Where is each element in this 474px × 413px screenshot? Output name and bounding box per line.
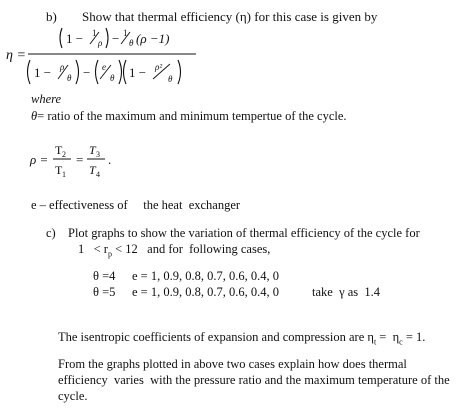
formula-num-a: 1 − — [66, 31, 84, 46]
isentropic-statement — [58, 330, 425, 347]
formula-num-mid: − — [112, 31, 120, 46]
isentropic-sub-c: c — [399, 337, 403, 347]
case2-theta: θ =5 — [93, 285, 116, 299]
efficiency-formula — [0, 24, 240, 90]
gamma-note: take γ as 1.4 — [312, 285, 381, 299]
rho-lhs: ρ = — [30, 152, 49, 167]
isentropic-sub-t: t — [373, 337, 377, 347]
rho-t3: T — [89, 143, 96, 157]
rho-dot: . — [108, 152, 112, 167]
rho-t3-sub: 3 — [96, 150, 100, 159]
rho-t2: T — [55, 143, 63, 157]
theta-definition — [31, 109, 347, 124]
rho-eq: = — [76, 152, 84, 167]
part-c-line2 — [78, 242, 270, 259]
formula-den-b-top: e — [102, 62, 106, 72]
formula-den-b-bottom: θ — [110, 73, 115, 83]
isentropic-end: = 1. — [402, 330, 426, 344]
formula-num-b-top: 1 — [123, 28, 128, 38]
rho-formula — [26, 140, 146, 182]
where-label: where — [31, 92, 62, 106]
formula-lhs: η = — [6, 48, 26, 63]
formula-den-frac-bottom: θ — [67, 73, 72, 83]
part-c-label: c) — [46, 226, 56, 240]
case1-theta: θ =4 — [93, 269, 116, 283]
formula-den-a: 1 − — [34, 65, 52, 80]
part-c-line2-start: 1 < r — [78, 242, 108, 256]
part-b-prompt: Show that thermal efficiency (η) for this case is given by — [82, 9, 378, 24]
final-paragraph-line2: efficiency varies with the pressure ratio and the maximum temperature of the — [58, 373, 450, 387]
final-paragraph-line3: cycle. — [58, 389, 88, 403]
case2-e-values: e = 1, 0.9, 0.8, 0.7, 0.6, 0.4, 0 — [132, 285, 279, 299]
part-c-line2-sub: p — [107, 249, 112, 259]
part-c-line1: Plot graphs to show the variation of thermal efficiency of the cycle for — [68, 226, 420, 240]
case1-e-values: e = 1, 0.9, 0.8, 0.7, 0.6, 0.4, 0 — [132, 269, 279, 283]
theta-symbol: θ — [31, 109, 38, 123]
rho-t1-sub: 1 — [62, 170, 66, 179]
isentropic-text: The isentropic coefficients of expansion and compression are η — [58, 330, 374, 344]
isentropic-mid: = η — [376, 330, 400, 344]
formula-num-tail: (ρ −1) — [136, 31, 170, 46]
final-paragraph-line1: From the graphs plotted in above two cases explain how does thermal — [58, 357, 407, 371]
rho-t2-sub: 2 — [62, 150, 66, 159]
rho-t4: T — [89, 163, 96, 177]
effectiveness-definition: e – effectiveness of the heat exchanger — [31, 198, 241, 212]
rho-t1: T — [55, 163, 63, 177]
formula-den-c-top: ρ² — [155, 62, 163, 72]
part-b-label: b) — [46, 9, 57, 24]
part-c-line2-rest: < 12 and for following cases, — [111, 242, 271, 256]
formula-den-mid: − — [83, 65, 91, 80]
formula-den-c: 1 − — [129, 65, 147, 80]
formula-num-b-bottom: θ — [129, 38, 134, 48]
formula-den-frac-top: ρ — [60, 62, 65, 72]
rho-t4-sub: 4 — [96, 170, 100, 179]
formula-num-frac-top: 1 — [92, 28, 97, 38]
formula-den-c-bottom: θ — [168, 74, 173, 84]
formula-num-frac-bottom: ρ — [98, 38, 103, 48]
theta-definition-text: = ratio of the maximum and minimum tempertue of the cycle. — [37, 109, 347, 123]
